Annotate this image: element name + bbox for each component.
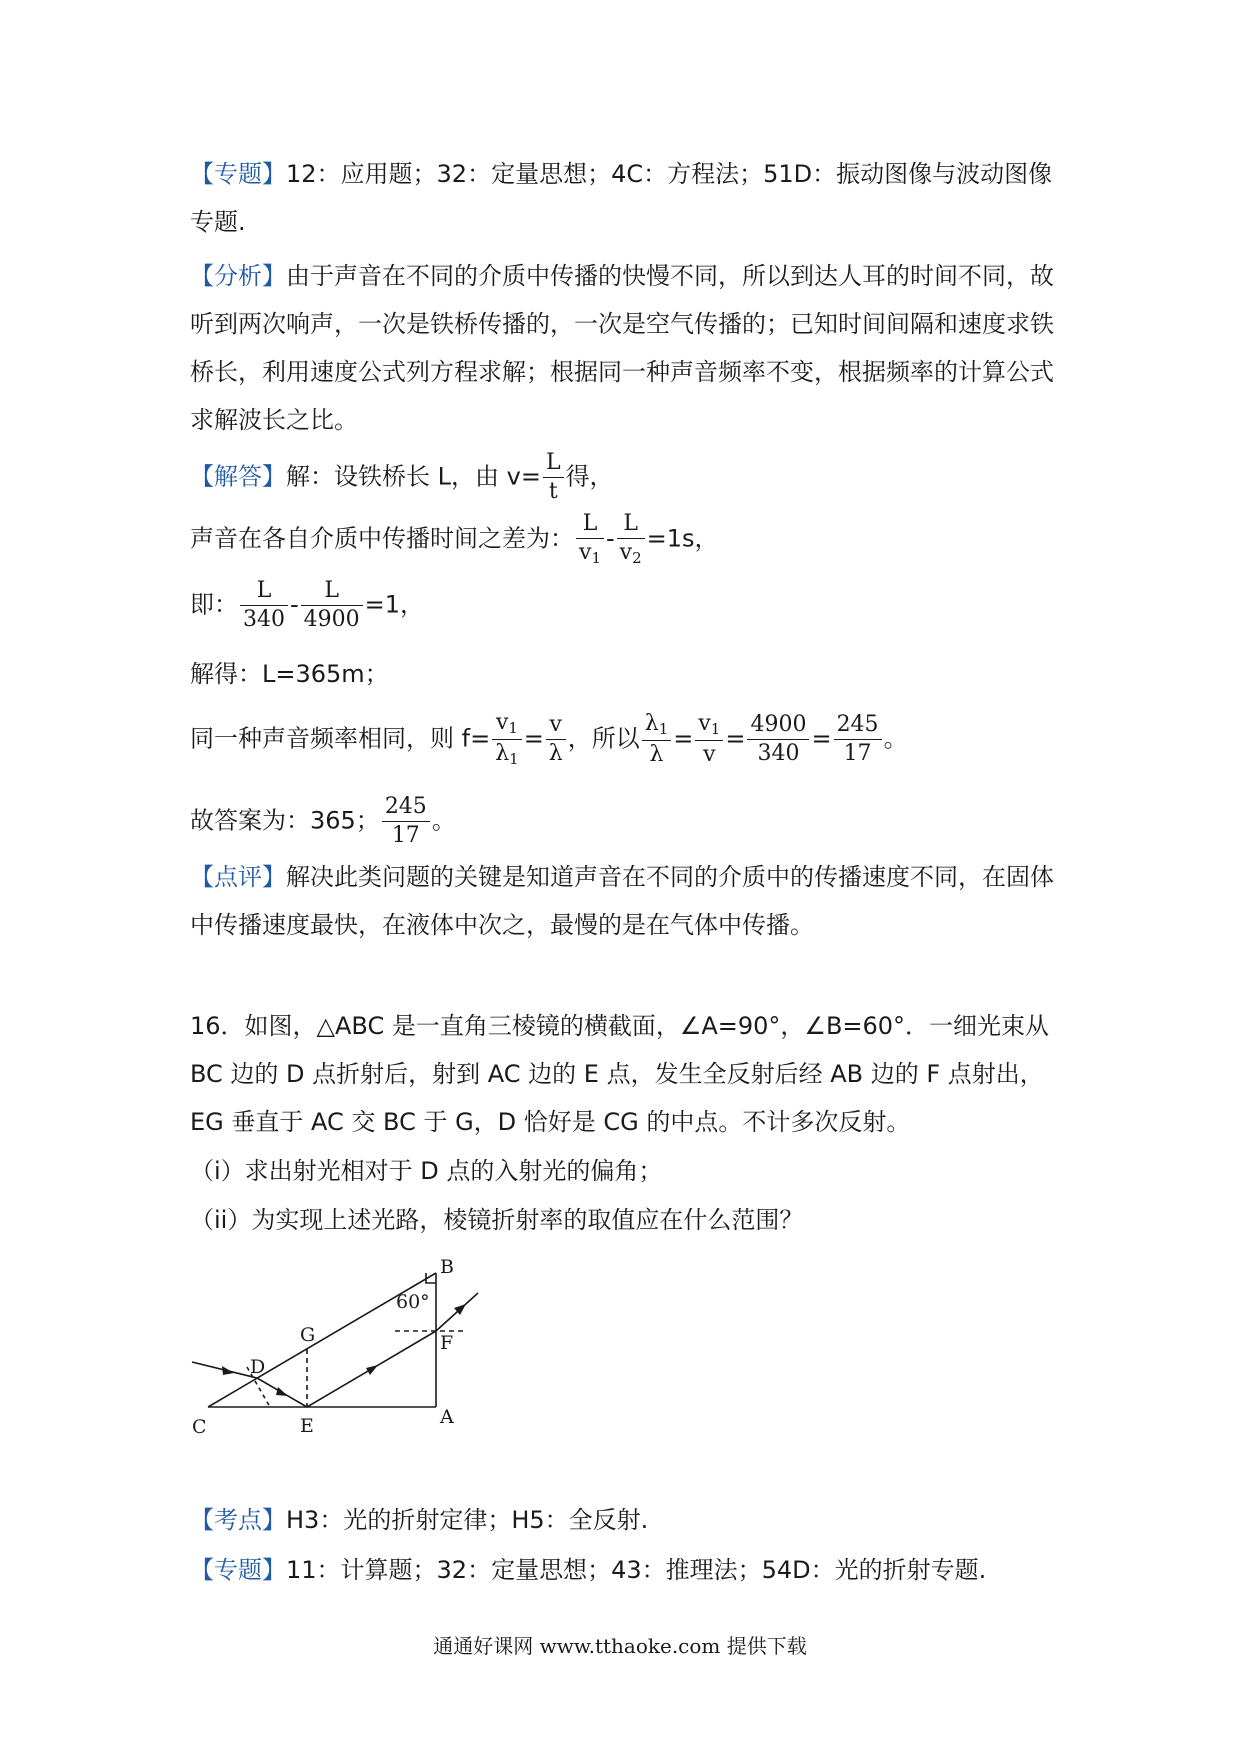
fraction-245-over-17: $\frac{245}{17}$ <box>834 714 882 765</box>
fraction-v1-over-v: $\frac{v_1}{v}$ <box>695 713 723 766</box>
answer-tag: 【解答】 <box>190 462 286 491</box>
topic-tag: 【专题】 <box>190 160 286 188</box>
answer-line-2: 声音在各自介质中传播时间之差为： $\frac{L}{v_1}$ - $\frac{L}{v_2}$ =1s， <box>190 511 719 567</box>
emergent-ray <box>436 1293 478 1331</box>
page-footer: 通通好课网 www.tthaoke.com 提供下载 <box>433 1634 807 1658</box>
fraction-L-over-v1: $\frac{L}{v_1}$ <box>576 513 604 566</box>
arrow-incident <box>222 1366 234 1375</box>
time-diff-text: 声音在各自介质中传播时间之差为： <box>190 524 574 553</box>
kaodian-tag: 【考点】 <box>190 1506 286 1534</box>
label-G: G <box>300 1324 316 1346</box>
comment-paragraph <box>190 853 1060 949</box>
label-B: B <box>440 1256 454 1278</box>
answer-line-3: 即： $\frac{L}{340}$ - $\frac{L}{4900}$ =1， <box>190 578 425 632</box>
answer-intro-end: 得， <box>565 462 614 491</box>
label-E: E <box>300 1415 314 1437</box>
comment-text: 解决此类问题的关键是知道声音在不同的介质中的传播速度不同，在固体中传播速度最快，在液体中次之，最慢的是在气体中传播。 <box>190 863 1054 939</box>
label-A: A <box>440 1406 454 1428</box>
fraction-L-over-340: $\frac{L}{340}$ <box>240 580 288 631</box>
arrow-EF <box>366 1365 378 1375</box>
analysis-text: 由于声音在不同的介质中传播的快慢不同，所以到达人耳的时间不同，故听到两次响声，一次是铁桥传播的，一次是空气传播的；已知时间间隔和速度求铁桥长，利用速度公式列方程求解；根据同一种声音频率不变，根据频率的计算公式求解波长之比。 <box>190 262 1054 434</box>
fraction-L-over-4900: $\frac{L}{4900}$ <box>301 580 363 631</box>
fraction-L-over-t: $\frac{L}{t}$ <box>543 452 564 503</box>
fraction-answer-245-over-17: $\frac{245}{17}$ <box>382 796 430 847</box>
topic-line-2: 【专题】11：计算题；32：定量思想；43：推理法；54D：光的折射专题. <box>190 1556 987 1584</box>
fraction-v-over-lambda: $\frac{v}{\lambda}$ <box>546 714 566 765</box>
analysis-tag: 【分析】 <box>190 262 286 290</box>
arrow-DE <box>276 1387 288 1396</box>
label-F: F <box>440 1332 454 1354</box>
answer-line-1 <box>190 452 614 503</box>
answer-line-4: 解得：L=365m； <box>190 660 389 688</box>
topic-tag-2: 【专题】 <box>190 1556 286 1584</box>
comment-tag: 【点评】 <box>190 863 286 891</box>
answer-intro: 解：设铁桥长 L，由 v= <box>286 462 541 491</box>
fraction-v1-over-lambda1: $\frac{v_1}{\lambda_1}$ <box>492 712 522 767</box>
answer-line-6: 故答案为：365； $\frac{245}{17}$ 。 <box>190 794 456 848</box>
question-16-sub-ii: （ii）为实现上述光路，棱镜折射率的取值应在什么范围？ <box>190 1206 804 1234</box>
label-angle-60: 60° <box>396 1291 430 1313</box>
kaodian-line: 【考点】H3：光的折射定律；H5：全反射. <box>190 1506 649 1534</box>
question-16-sub-i: （i）求出射光相对于 D 点的入射光的偏角； <box>190 1157 663 1185</box>
prism-diagram <box>190 1245 510 1440</box>
answer-line-5: 同一种声音频率相同，则 f= $\frac{v_1}{\lambda_1}$ = $\frac{v}{\lambda}$ ，所以 $\frac{\lambda_1}{\lambda}$ = $\frac{v_1}{v}$ = $\frac{4900}{340}$ = $\frac{245}{17}$ 。 <box>190 710 908 768</box>
label-C: C <box>192 1416 207 1438</box>
topic-paragraph <box>190 150 1060 246</box>
question-16-text: 16．如图，△ABC 是一直角三棱镜的横截面，∠A=90°，∠B=60°．一细光束从 BC 边的 D 点折射后，射到 AC 边的 E 点，发生全反射后经 AB 边的 F 点射出，EG 垂直于 AC 交 BC 于 G，D 恰好是 CG 的中点。不计多次反射。 <box>190 1012 1050 1136</box>
fraction-4900-over-340: $\frac{4900}{340}$ <box>747 714 809 765</box>
topic-text: 12：应用题；32：定量思想；4C：方程法；51D：振动图像与波动图像专题. <box>190 160 1053 236</box>
fraction-L-over-v2: $\frac{L}{v_2}$ <box>617 513 645 566</box>
fraction-lambda1-over-lambda: $\frac{\lambda_1}{\lambda}$ <box>642 713 672 766</box>
label-D: D <box>250 1356 266 1378</box>
analysis-paragraph <box>190 252 1060 444</box>
